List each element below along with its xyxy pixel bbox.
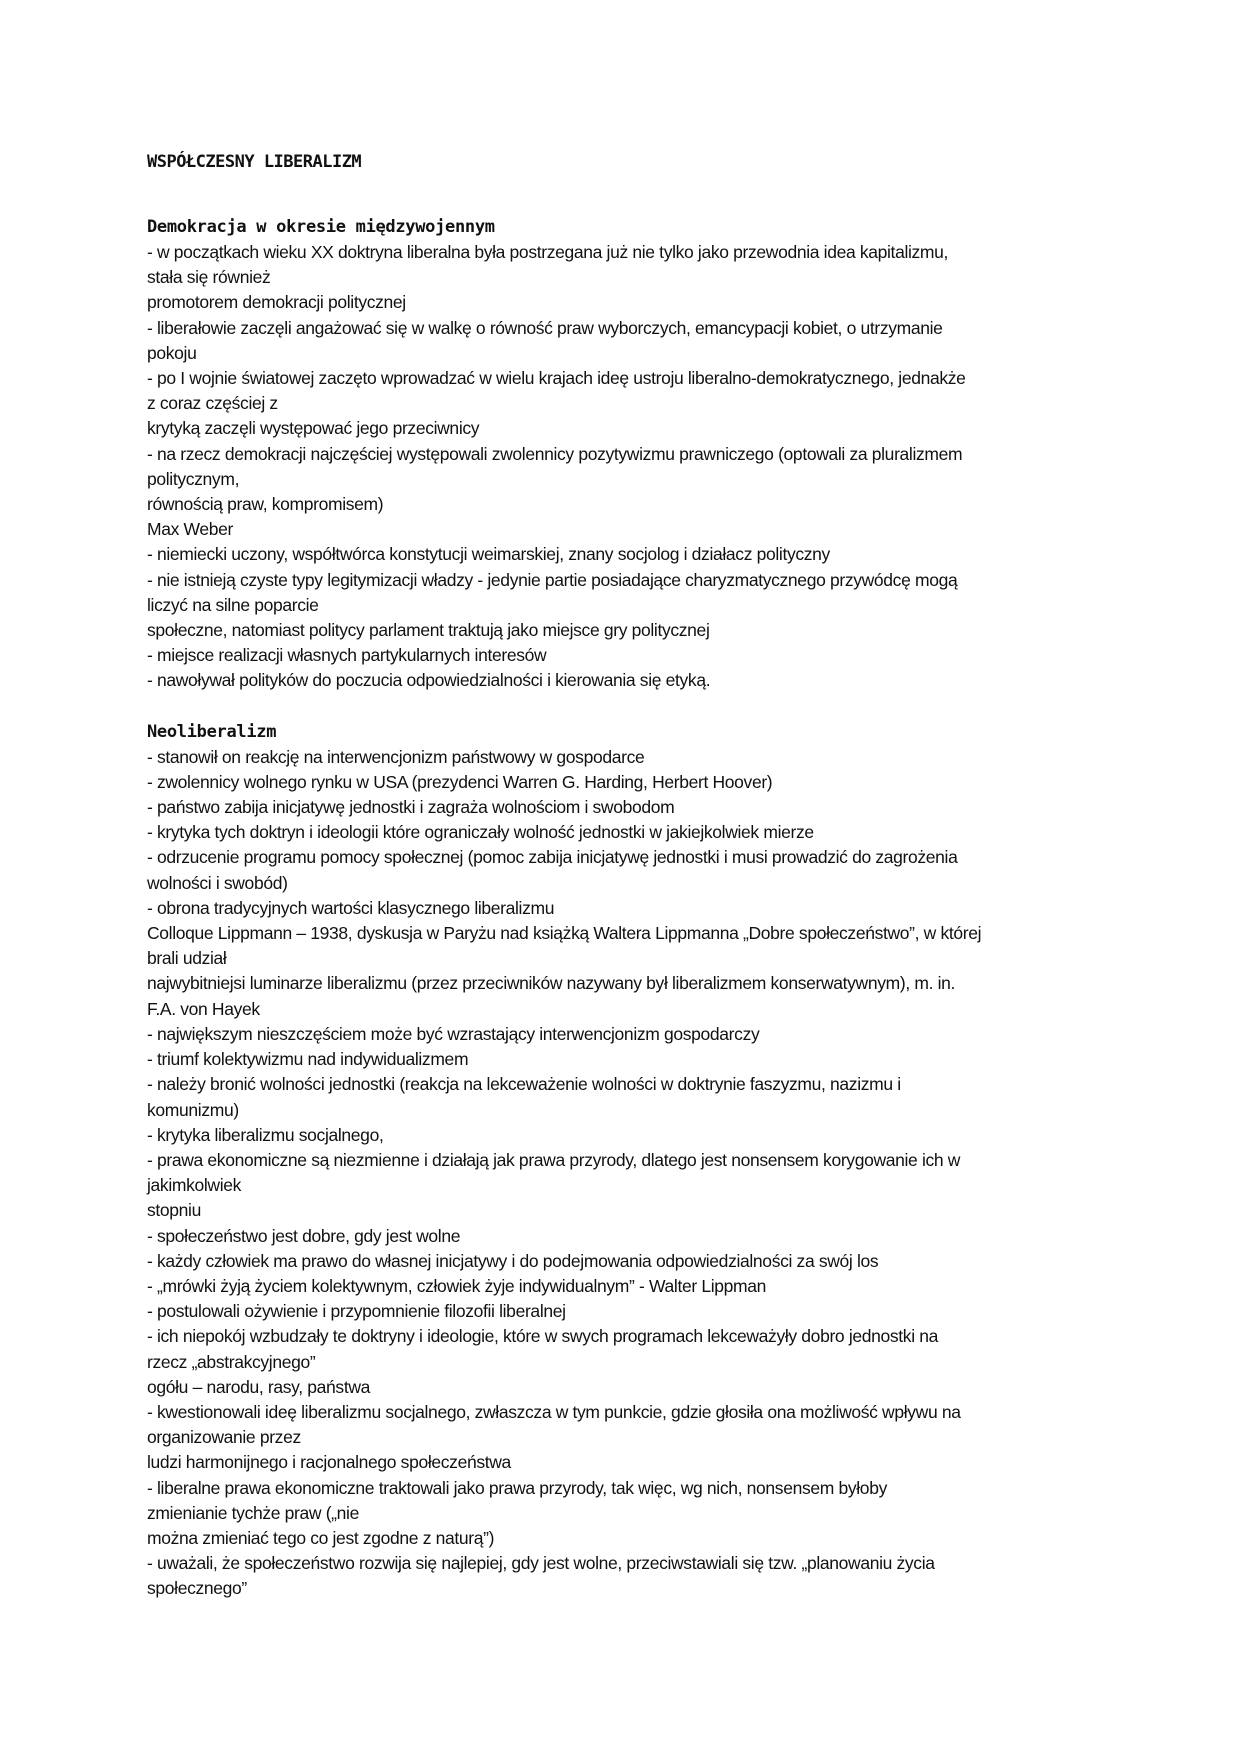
text-line: - nawoływał polityków do poczucia odpowiedzialności i kierowania się etyką. <box>147 670 711 691</box>
text-line: komunizmu) <box>147 1099 239 1120</box>
text-line: organizowanie przez <box>147 1427 301 1448</box>
text-line: - liberalne prawa ekonomiczne traktowali jako prawa przyrody, tak więc, wg nich, nonsensem byłoby <box>147 1477 887 1498</box>
text-line: politycznym, <box>147 468 240 489</box>
text-line: zmienianie tychże praw („nie <box>147 1502 359 1523</box>
text-line: - po I wojnie światowej zaczęto wprowadzać w wielu krajach ideę ustroju liberalno-demokratycznego, jednakże <box>147 368 966 389</box>
text-line: liczyć na silne poparcie <box>147 594 319 615</box>
text-line: - kwestionowali ideę liberalizmu socjalnego, zwłaszcza w tym punkcie, gdzie głosiła ona możliwość wpływu na <box>147 1401 961 1422</box>
text-line: - zwolennicy wolnego rynku w USA (prezydenci Warren G. Harding, Herbert Hoover) <box>147 771 773 792</box>
section-democracy <box>147 214 1120 694</box>
text-line: można zmieniać tego co jest zgodne z naturą”) <box>147 1527 495 1548</box>
text-line: - prawa ekonomiczne są niezmienne i działają jak prawa przyrody, dlatego jest nonsensem korygowanie ich w <box>147 1149 961 1170</box>
text-line: społecznego” <box>147 1578 247 1599</box>
text-line: wolności i swobód) <box>147 872 288 893</box>
text-line: - na rzecz demokracji najczęściej występowali zwolennicy pozytywizmu prawniczego (optowali za pluralizmem <box>147 443 963 464</box>
text-line: - krytyka tych doktryn i ideologii które ograniczały wolność jednostki w jakiejkolwiek mierze <box>147 822 814 843</box>
section-heading: Neoliberalizm <box>147 721 277 742</box>
section-heading: Demokracja w okresie międzywojennym <box>147 217 495 237</box>
section-neoliberalism <box>147 719 1120 1602</box>
section-lines <box>147 240 1120 694</box>
text-line: rzecz „abstrakcyjnego” <box>147 1351 316 1372</box>
text-line: - największym nieszczęściem może być wzrastający interwencjonizm gospodarczy <box>147 1023 760 1044</box>
text-line: ludzi harmonijnego i racjonalnego społeczeństwa <box>147 1452 511 1473</box>
text-line: - nie istnieją czyste typy legitymizacji władzy - jedynie partie posiadające charyzmatycznego przywódcę mogą <box>147 569 958 590</box>
text-line: stała się również <box>147 267 271 288</box>
text-line: - niemiecki uczony, współtwórca konstytucji weimarskiej, znany socjolog i działacz polityczny <box>147 544 830 565</box>
text-line: - postulowali ożywienie i przypomnienie filozofii liberalnej <box>147 1301 566 1322</box>
text-line: - ich niepokój wzbudzały te doktryny i ideologie, które w swych programach lekceważyły dobro jednostki na <box>147 1326 939 1347</box>
text-line: brali udział <box>147 948 227 969</box>
text-line: - obrona tradycyjnych wartości klasycznego liberalizmu <box>147 897 555 918</box>
text-line: - państwo zabija inicjatywę jednostki i zagraża wolnościom i swobodom <box>147 797 675 818</box>
section-spacer <box>147 694 1120 719</box>
text-line: - każdy człowiek ma prawo do własnej inicjatywy i do podejmowania odpowiedzialności za swój los <box>147 1250 879 1271</box>
text-line: - odrzucenie programu pomocy społecznej (pomoc zabija inicjatywę jednostki i musi prowadzić do zagrożenia <box>147 847 958 868</box>
text-line: pokoju <box>147 342 197 363</box>
text-line: najwybitniejsi luminarze liberalizmu (przez przeciwników nazywany był liberalizmem konserwatywnym), m. in. <box>147 973 956 994</box>
text-line: - stanowił on reakcję na interwencjonizm państwowy w gospodarce <box>147 746 645 767</box>
text-line: promotorem demokracji politycznej <box>147 292 406 313</box>
text-line: z coraz częściej z <box>147 393 278 414</box>
text-line: - należy bronić wolności jednostki (reakcja na lekceważenie wolności w doktrynie faszyzmu, nazizmu i <box>147 1074 901 1095</box>
text-line: - miejsce realizacji własnych partykularnych interesów <box>147 645 547 666</box>
text-line: jakimkolwiek <box>147 1175 242 1196</box>
text-line: - uważali, że społeczeństwo rozwija się najlepiej, gdy jest wolne, przeciwstawiali się tzw. „planowaniu życia <box>147 1553 935 1574</box>
text-line: - triumf kolektywizmu nad indywidualizmem <box>147 1049 469 1070</box>
text-line: - krytyka liberalizmu socjalnego, <box>147 1124 384 1145</box>
document-title: WSPÓŁCZESNY LIBERALIZM <box>147 152 362 172</box>
text-line: F.A. von Hayek <box>147 998 260 1019</box>
text-line: Colloque Lippmann – 1938, dyskusja w Paryżu nad książką Waltera Lippmanna „Dobre społeczeństwo”, w której <box>147 923 982 944</box>
text-line: równością praw, kompromisem) <box>147 494 384 515</box>
text-line: - społeczeństwo jest dobre, gdy jest wolne <box>147 1225 461 1246</box>
text-line: - „mrówki żyją życiem kolektywnym, człowiek żyje indywidualnym” - Walter Lippman <box>147 1275 767 1296</box>
text-line: społeczne, natomiast politycy parlament traktują jako miejsce gry politycznej <box>147 620 710 641</box>
text-line: - w początkach wieku XX doktryna liberalna była postrzegana już nie tylko jako przewodnia idea kapitalizmu, <box>147 242 949 262</box>
text-line: ogółu – narodu, rasy, państwa <box>147 1376 371 1397</box>
section-lines <box>147 745 1120 1602</box>
text-line: stopniu <box>147 1200 201 1221</box>
text-line: - liberałowie zaczęli angażować się w walkę o równość praw wyborczych, emancypacji kobiet, o utrzymanie <box>147 317 943 338</box>
text-line: krytyką zaczęli występować jego przeciwnicy <box>147 418 480 439</box>
text-line: Max Weber <box>147 519 233 540</box>
